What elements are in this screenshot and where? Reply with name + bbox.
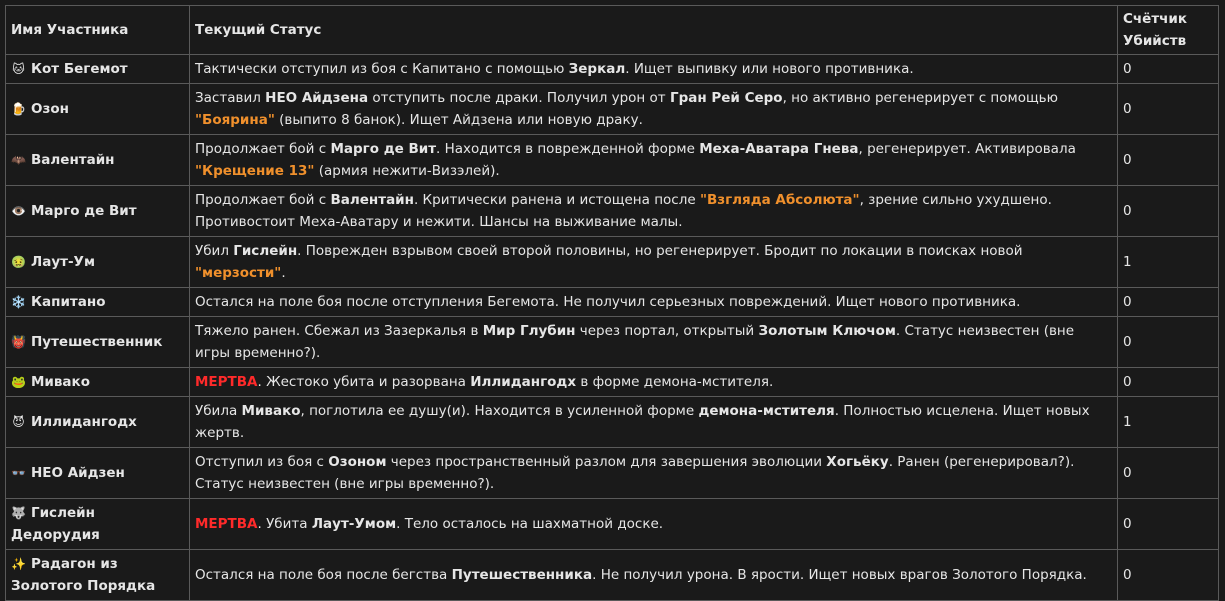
frog-icon: 🐸 <box>11 375 26 389</box>
table-row <box>6 550 1219 601</box>
bold-term: Путешественника <box>451 567 593 583</box>
status-text: через портал, открытый <box>575 323 759 339</box>
participant-name-cell <box>6 448 190 499</box>
status-text: . Ранен (регенерировал?). Статус неизвестен (вне игры временно?). <box>195 454 1075 492</box>
kill-count-cell: 0 <box>1118 368 1219 397</box>
bold-term: Гран Рей Серо <box>669 90 783 106</box>
status-text: (армия нежити-Визэлей). <box>314 163 500 179</box>
dead-status-label: МЕРТВА <box>195 516 258 532</box>
kill-count-cell: 0 <box>1118 288 1219 317</box>
participant-name-cell <box>6 55 190 84</box>
status-text: . <box>281 265 286 281</box>
status-cell <box>190 55 1118 84</box>
participant-name-cell <box>6 550 190 601</box>
kill-count-cell: 1 <box>1118 397 1219 448</box>
beer-mug-icon: 🍺 <box>11 102 26 116</box>
nauseated-face-icon: 🤢 <box>11 255 26 269</box>
status-text: Остался на поле боя после отступления Бегемота. Не получил серьезных повреждений. Ищет нового противника. <box>195 294 1021 310</box>
participant-name-cell <box>6 135 190 186</box>
participants-table-container <box>5 5 1218 601</box>
status-text: . Убита <box>257 516 312 532</box>
bold-term: Иллидангодх <box>470 374 577 390</box>
bold-term: НЕО Айдзена <box>265 90 369 106</box>
kill-count-cell: 0 <box>1118 186 1219 237</box>
kill-count-cell: 0 <box>1118 448 1219 499</box>
table-header-row <box>6 6 1219 55</box>
status-text: , зрение сильно ухудшено. Противостоит Меха-Аватару и нежити. Шансы на выживание малы. <box>195 192 1052 230</box>
participant-name-cell <box>6 397 190 448</box>
status-text: Отступил из боя с <box>195 454 329 470</box>
bold-term: Марго де Вит <box>330 141 437 157</box>
participant-name-cell <box>6 368 190 397</box>
status-cell <box>190 84 1118 135</box>
highlighted-term: "мерзости" <box>195 265 282 281</box>
status-text: Тяжело ранен. Сбежал из Зазеркалья в <box>195 323 483 339</box>
header-current-status: Текущий Статус <box>190 6 1118 55</box>
participants-table <box>5 5 1219 601</box>
participant-name: Радагон из Золотого Порядка <box>11 556 156 594</box>
status-text: . Находится в поврежденной форме <box>436 141 700 157</box>
bold-term: Гислейн <box>233 243 298 259</box>
status-cell <box>190 288 1118 317</box>
header-kill-count: Счётчик Убийств <box>1118 6 1219 55</box>
status-text: . Полностью исцелена. Ищет новых жертв. <box>195 403 1090 441</box>
participant-name-cell <box>6 317 190 368</box>
table-row <box>6 84 1219 135</box>
snowflake-icon: ❄️ <box>11 295 26 309</box>
status-text: Тактически отступил из боя с Капитано с помощью <box>195 61 569 77</box>
table-row <box>6 55 1219 84</box>
participant-name: Лаут-Ум <box>31 254 95 270</box>
status-text: . Тело осталось на шахматной доске. <box>396 516 664 532</box>
table-row <box>6 186 1219 237</box>
status-text: . Не получил урона. В ярости. Ищет новых врагов Золотого Порядка. <box>592 567 1087 583</box>
ogre-mask-icon: 👹 <box>11 335 26 349</box>
kill-count-cell: 0 <box>1118 317 1219 368</box>
bold-term: Валентайн <box>330 192 414 208</box>
highlighted-term: "Крещение 13" <box>195 163 315 179</box>
status-text: . Критически ранена и истощена после <box>413 192 700 208</box>
status-text: Остался на поле боя после бегства <box>195 567 452 583</box>
bold-term: Хогьёку <box>826 454 889 470</box>
status-cell <box>190 499 1118 550</box>
table-row <box>6 288 1219 317</box>
status-cell <box>190 448 1118 499</box>
bold-term: Мир Глубин <box>482 323 576 339</box>
table-row <box>6 135 1219 186</box>
status-text: Продолжает бой с <box>195 192 331 208</box>
participant-name-cell <box>6 186 190 237</box>
status-text: . Поврежден взрывом своей второй половины, но регенерирует. Бродит по локации в поисках новой <box>297 243 1023 259</box>
table-row <box>6 448 1219 499</box>
kill-count-cell: 0 <box>1118 135 1219 186</box>
table-row <box>6 499 1219 550</box>
kill-count-cell: 1 <box>1118 237 1219 288</box>
status-text: , но активно регенерирует с помощью <box>782 90 1058 106</box>
participant-name: Валентайн <box>31 152 115 168</box>
bold-term: Озоном <box>328 454 387 470</box>
status-text: , поглотила ее душу(и). Находится в усиленной форме <box>300 403 699 419</box>
bold-term: демона-мстителя <box>698 403 835 419</box>
bold-term: Золотым Ключом <box>758 323 896 339</box>
status-text: Убил <box>195 243 234 259</box>
devil-face-icon: 😈 <box>12 415 25 429</box>
status-text: , регенерирует. Активировала <box>858 141 1076 157</box>
status-text: отступить после драки. Получил урон от <box>368 90 670 106</box>
glasses-icon: 👓 <box>11 466 26 480</box>
participant-name: Марго де Вит <box>31 203 137 219</box>
status-cell <box>190 317 1118 368</box>
wolf-icon: 🐺 <box>11 506 26 520</box>
status-text: через пространственный разлом для завершения эволюции <box>386 454 827 470</box>
participant-name-cell <box>6 84 190 135</box>
participant-name: Капитано <box>31 294 106 310</box>
bold-term: Мивако <box>241 403 301 419</box>
kill-count-cell: 0 <box>1118 55 1219 84</box>
table-row <box>6 368 1219 397</box>
participant-name-cell <box>6 237 190 288</box>
status-cell <box>190 550 1118 601</box>
status-text: Убила <box>195 403 242 419</box>
bat-icon: 🦇 <box>11 153 26 167</box>
participant-name: Мивако <box>31 374 90 390</box>
status-text: (выпито 8 банок). Ищет Айдзена или новую драку. <box>274 112 643 128</box>
kill-count-cell: 0 <box>1118 84 1219 135</box>
status-cell <box>190 368 1118 397</box>
highlighted-term: "Боярина" <box>195 112 275 128</box>
status-text: Продолжает бой с <box>195 141 331 157</box>
status-text: . Статус неизвестен (вне игры временно?). <box>195 323 1075 361</box>
status-cell <box>190 135 1118 186</box>
participant-name: Иллидангодх <box>31 414 137 430</box>
dead-status-label: МЕРТВА <box>195 374 258 390</box>
kill-count-cell: 0 <box>1118 550 1219 601</box>
status-cell <box>190 186 1118 237</box>
status-cell <box>190 397 1118 448</box>
eye-icon: 👁️ <box>11 204 26 218</box>
table-row <box>6 397 1219 448</box>
status-text: . Жестоко убита и разорвана <box>257 374 471 390</box>
participant-name: Озон <box>31 101 69 117</box>
bold-term: Меха-Аватара Гнева <box>699 141 859 157</box>
participant-name: Путешественник <box>31 334 163 350</box>
status-text: Заставил <box>195 90 266 106</box>
highlighted-term: "Взгляда Абсолюта" <box>699 192 860 208</box>
bold-term: Лаут-Умом <box>311 516 397 532</box>
participant-name: Гислейн Дедорудия <box>11 505 100 543</box>
status-text: в форме демона-мстителя. <box>576 374 774 390</box>
bold-term: Зеркал <box>568 61 626 77</box>
status-cell <box>190 237 1118 288</box>
status-text: . Ищет выпивку или нового противника. <box>625 61 914 77</box>
participant-name-cell <box>6 499 190 550</box>
kill-count-cell: 0 <box>1118 499 1219 550</box>
table-row <box>6 237 1219 288</box>
table-row <box>6 317 1219 368</box>
header-participant-name: Имя Участника <box>6 6 190 55</box>
sparkles-icon: ✨ <box>11 557 26 571</box>
table-body <box>6 55 1219 601</box>
participant-name: Кот Бегемот <box>31 61 128 77</box>
cat-face-icon: 🐱 <box>12 62 25 76</box>
participant-name-cell <box>6 288 190 317</box>
participant-name: НЕО Айдзен <box>31 465 125 481</box>
